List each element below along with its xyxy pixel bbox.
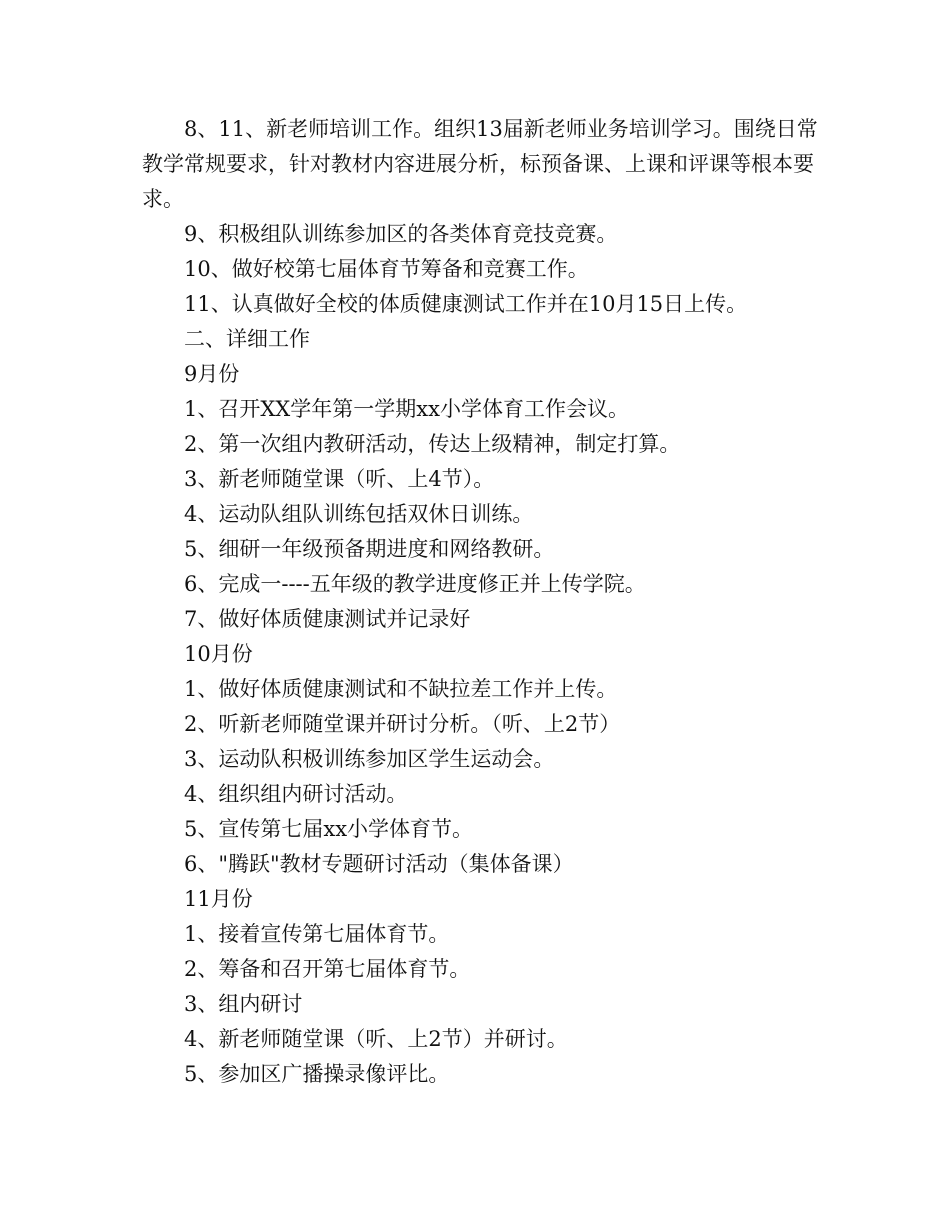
- list-item: 3、组内研讨: [184, 992, 303, 1016]
- list-item: 5、宣传第七届xx小学体育节。: [184, 817, 474, 841]
- section-heading: 二、详细工作: [184, 327, 310, 351]
- list-item: 7、做好体质健康测试并记录好: [184, 607, 471, 631]
- list-item: 2、第一次组内教研活动，传达上级精神，制定打算。: [184, 432, 681, 456]
- document-body: [142, 112, 822, 1092]
- list-item: 3、新老师随堂课（听、上4节）。: [184, 467, 495, 491]
- list-item: 4、新老师随堂课（听、上2节）并研讨。: [184, 1027, 568, 1051]
- list-item: 1、接着宣传第七届体育节。: [184, 922, 450, 946]
- list-item: 4、运动队组队训练包括双休日训练。: [184, 502, 534, 526]
- list-item: 5、细研一年级预备期进度和网络教研。: [184, 537, 555, 561]
- list-item: 1、召开XX学年第一学期xx小学体育工作会议。: [184, 397, 629, 421]
- month-heading-november: 11月份: [184, 887, 253, 911]
- paragraph-item: 10、做好校第七届体育节筹备和竞赛工作。: [184, 257, 589, 281]
- month-heading-september: 9月份: [184, 362, 240, 386]
- list-item: 6、"腾跃"教材专题研讨活动（集体备课）: [184, 852, 574, 876]
- paragraph-new-teacher-training: 8、11、新老师培训工作。组织13届新老师业务培训学习。围绕日常教学常规要求，针对教材内容进展分析，标预备课、上课和评课等根本要求。: [142, 117, 818, 211]
- list-item: 5、参加区广播操录像评比。: [184, 1062, 450, 1086]
- list-item: 2、听新老师随堂课并研讨分析。（听、上2节）: [184, 712, 621, 736]
- list-item: 3、运动队积极训练参加区学生运动会。: [184, 747, 555, 771]
- list-item: 4、组织组内研讨活动。: [184, 782, 408, 806]
- month-heading-october: 10月份: [184, 642, 253, 666]
- list-item: 1、做好体质健康测试和不缺拉差工作并上传。: [184, 677, 618, 701]
- paragraph-item: 11、认真做好全校的体质健康测试工作并在10月15日上传。: [184, 292, 748, 316]
- paragraph-item: 9、积极组队训练参加区的各类体育竞技竞赛。: [184, 222, 618, 246]
- list-item: 6、完成一----五年级的教学进度修正并上传学院。: [184, 572, 646, 596]
- list-item: 2、筹备和召开第七届体育节。: [184, 957, 471, 981]
